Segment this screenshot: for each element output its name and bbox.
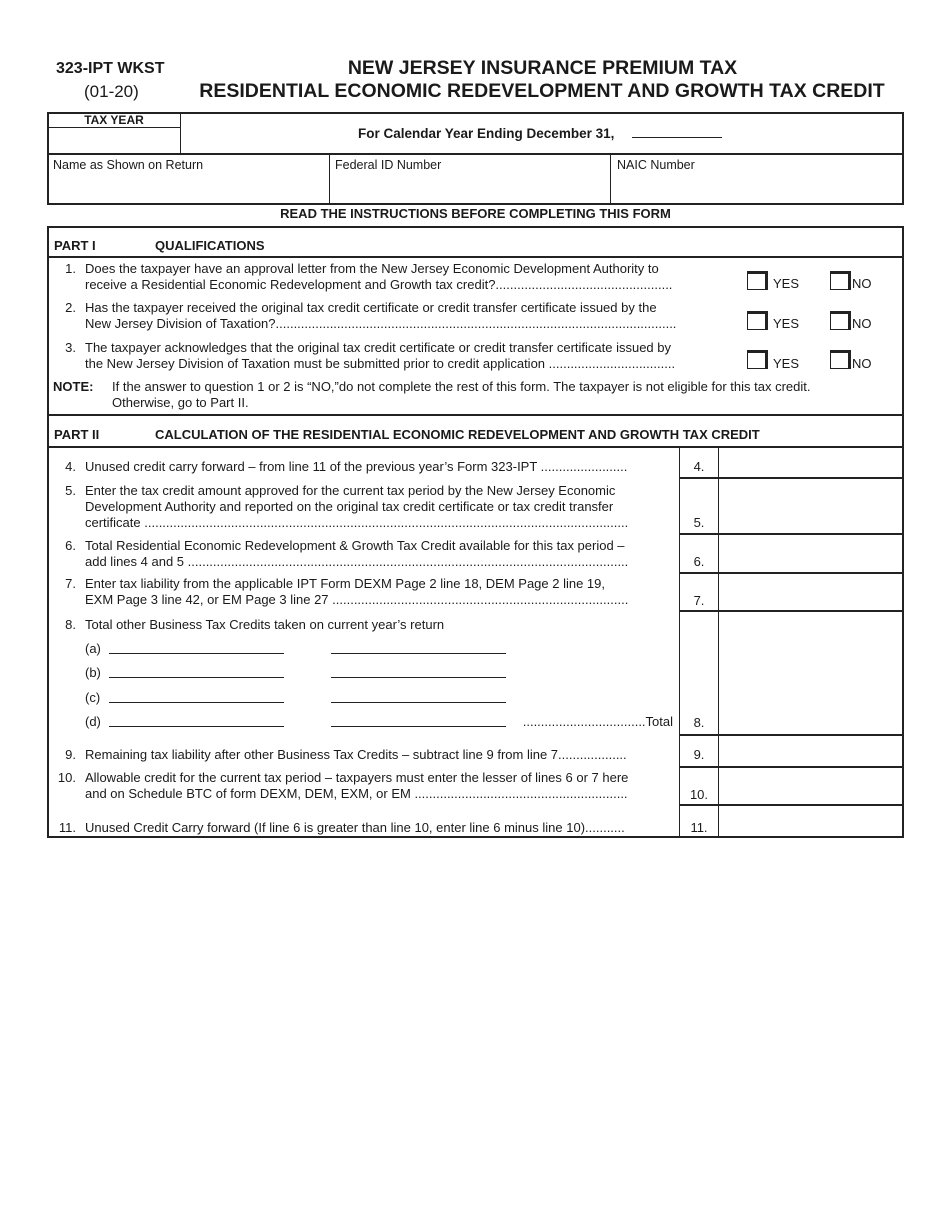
line7-line1: Enter tax liability from the applicable IPT Form DEXM Page 2 line 18, DEM Page 2 line 19, <box>85 576 606 591</box>
form-id: 323-IPT WKST <box>56 60 165 77</box>
rule <box>180 112 181 153</box>
q2-yes-checkbox[interactable] <box>747 311 768 330</box>
rule <box>679 533 904 535</box>
line8-number: 8. <box>65 617 76 632</box>
line5-line2: Development Authority and reported on the original tax credit certificate or tax credit transfer <box>85 499 614 514</box>
line5-number: 5. <box>65 483 76 498</box>
line4-text: Unused credit carry forward – from line 11 of the previous year’s Form 323-IPT ........................ <box>85 459 628 474</box>
part2-label: PART II <box>54 427 100 442</box>
line10-number: 10. <box>57 770 76 785</box>
line8a-label: (a) <box>85 641 101 656</box>
line8c-name-field[interactable] <box>110 686 283 701</box>
line8b-amount-field[interactable] <box>332 661 505 676</box>
line8a-name-field[interactable] <box>110 637 283 652</box>
q1-line1: Does the taxpayer have an approval letter from the New Jersey Economic Development Authority to <box>85 261 659 276</box>
note-line2: Otherwise, go to Part II. <box>112 395 249 410</box>
rule <box>902 112 904 205</box>
line5-line1: Enter the tax credit amount approved for the current tax period by the New Jersey Economic <box>85 483 616 498</box>
line7-amount[interactable] <box>722 588 898 608</box>
q3-yes-checkbox[interactable] <box>747 350 768 369</box>
q3-no-label: NO <box>852 356 872 371</box>
rule <box>47 153 904 155</box>
line8d-name-underline <box>109 726 284 727</box>
q3-number: 3. <box>65 340 76 355</box>
naic-field[interactable] <box>617 176 897 200</box>
rule <box>47 226 904 228</box>
line6-box-label: 6. <box>693 554 705 569</box>
line8b-name-field[interactable] <box>110 661 283 676</box>
rule <box>47 446 904 448</box>
line8a-amount-field[interactable] <box>332 637 505 652</box>
name-field[interactable] <box>53 176 325 200</box>
line6-line2: add lines 4 and 5 .......................................................................................................................... <box>85 554 629 569</box>
note-label: NOTE: <box>53 379 94 394</box>
tax-year-field[interactable] <box>50 130 178 150</box>
rule <box>679 610 904 612</box>
rule <box>47 836 904 838</box>
rule <box>47 226 49 415</box>
line8-amount[interactable] <box>722 710 898 730</box>
line5-box-label: 5. <box>693 515 705 530</box>
line8d-name-field[interactable] <box>110 710 283 725</box>
line8c-name-underline <box>109 702 284 703</box>
rule <box>679 734 904 736</box>
rule <box>679 448 680 837</box>
line6-amount[interactable] <box>722 549 898 569</box>
q2-no-label: NO <box>852 316 872 331</box>
line7-box-label: 7. <box>693 593 705 608</box>
rule <box>610 154 611 204</box>
line4-number: 4. <box>65 459 76 474</box>
line8c-amount-underline <box>331 702 506 703</box>
line10-box-label: 10. <box>689 787 709 802</box>
fein-field[interactable] <box>335 176 605 200</box>
rule <box>902 226 904 415</box>
rule <box>47 256 904 258</box>
q2-text <box>85 300 735 332</box>
q2-yes-label: YES <box>773 316 800 331</box>
line6-text <box>85 538 675 570</box>
rule <box>679 572 904 574</box>
note-text <box>112 379 897 411</box>
line11-box-label: 11. <box>690 820 708 835</box>
line8d-label: (d) <box>85 714 101 729</box>
part1-label: PART I <box>54 238 96 253</box>
line8c-label: (c) <box>85 690 101 705</box>
line7-text <box>85 576 675 608</box>
q2-line1: Has the taxpayer received the original tax credit certificate or credit transfer certificate issued by the <box>85 300 657 315</box>
line9-text: Remaining tax liability after other Business Tax Credits – subtract line 9 from line 7................... <box>85 747 627 762</box>
q3-yes-label: YES <box>773 356 800 371</box>
line4-amount[interactable] <box>722 455 898 475</box>
form-revision: (01-20) <box>84 82 139 101</box>
part1-title: QUALIFICATIONS <box>155 238 265 253</box>
line11-amount[interactable] <box>722 813 898 833</box>
line8b-name-underline <box>109 677 284 678</box>
q1-yes-checkbox[interactable] <box>747 271 768 290</box>
rule <box>679 477 904 479</box>
q1-text <box>85 261 735 293</box>
line9-number: 9. <box>65 747 76 762</box>
q3-no-checkbox[interactable] <box>830 350 851 369</box>
line8-box-label: 8. <box>693 715 705 730</box>
line10-line2: and on Schedule BTC of form DEXM, DEM, EXM, or EM ........................................................... <box>85 786 628 801</box>
line8a-amount-underline <box>331 653 506 654</box>
line8b-amount-underline <box>331 677 506 678</box>
line11-number: 11. <box>58 820 76 835</box>
rule <box>329 154 330 204</box>
line5-text <box>85 483 675 531</box>
line4-box-label: 4. <box>693 459 705 474</box>
q1-number: 1. <box>65 261 76 276</box>
line7-line2: EXM Page 3 line 42, or EM Page 3 line 27 .................................................................................. <box>85 592 629 607</box>
form-title-line2: RESIDENTIAL ECONOMIC REDEVELOPMENT AND GROWTH TAX CREDIT <box>199 80 885 102</box>
line10-amount[interactable] <box>722 781 898 801</box>
line11-text: Unused Credit Carry forward (If line 6 is greater than line 10, enter line 6 minus line 10)........... <box>85 820 625 835</box>
name-label: Name as Shown on Return <box>53 158 204 172</box>
form-title-line1: NEW JERSEY INSURANCE PREMIUM TAX <box>347 57 738 79</box>
part2-title: CALCULATION OF THE RESIDENTIAL ECONOMIC REDEVELOPMENT AND GROWTH TAX CREDIT <box>155 427 760 442</box>
q2-no-checkbox[interactable] <box>830 311 851 330</box>
rule <box>718 448 719 837</box>
line6-number: 6. <box>65 538 76 553</box>
line5-line3: certificate ...................................................................................................................................... <box>85 515 629 530</box>
q1-line2: receive a Residential Economic Redevelopment and Growth tax credit?................................................. <box>85 277 673 292</box>
line8d-amount-field[interactable] <box>332 710 505 725</box>
calendar-year-underline <box>632 137 722 138</box>
q3-text <box>85 340 735 372</box>
line8a-name-underline <box>109 653 284 654</box>
line8c-amount-field[interactable] <box>332 686 505 701</box>
line9-box-label: 9. <box>693 747 705 762</box>
rule <box>47 414 904 416</box>
instructions-banner: READ THE INSTRUCTIONS BEFORE COMPLETING THIS FORM <box>280 206 671 221</box>
line10-text <box>85 770 675 802</box>
line8-text: Total other Business Tax Credits taken on current year’s return <box>85 617 445 632</box>
calendar-year-field[interactable] <box>634 122 722 136</box>
note-line1: If the answer to question 1 or 2 is “NO,”do not complete the rest of this form. The taxpayer is not eligible for this tax credit. <box>112 379 811 394</box>
q1-yes-label: YES <box>773 276 800 291</box>
fein-label: Federal ID Number <box>335 158 442 172</box>
line6-line1: Total Residential Economic Redevelopment & Growth Tax Credit available for this tax period – <box>85 538 625 553</box>
rule <box>679 804 904 806</box>
q3-line2: the New Jersey Division of Taxation must be submitted prior to credit application ................................... <box>85 356 676 371</box>
line9-amount[interactable] <box>722 742 898 762</box>
rule <box>679 766 904 768</box>
tax-year-label: TAX YEAR <box>84 113 144 127</box>
rule <box>48 127 180 128</box>
q2-line2: New Jersey Division of Taxation?............................................................................................................... <box>85 316 677 331</box>
line8d-amount-underline <box>331 726 506 727</box>
line7-number: 7. <box>65 576 76 591</box>
rule <box>47 414 49 838</box>
q1-no-label: NO <box>852 276 872 291</box>
q3-line1: The taxpayer acknowledges that the original tax credit certificate or credit transfer certificate issued by <box>85 340 672 355</box>
line8-total-label: ..................................Total <box>522 714 673 729</box>
line5-amount[interactable] <box>722 510 898 530</box>
rule <box>47 203 904 205</box>
q1-no-checkbox[interactable] <box>830 271 851 290</box>
line8b-label: (b) <box>85 665 101 680</box>
calendar-year-label: For Calendar Year Ending December 31, <box>358 126 615 141</box>
line10-line1: Allowable credit for the current tax period – taxpayers must enter the lesser of lines 6 or 7 here <box>85 770 629 785</box>
q2-number: 2. <box>65 300 76 315</box>
naic-label: NAIC Number <box>617 158 695 172</box>
